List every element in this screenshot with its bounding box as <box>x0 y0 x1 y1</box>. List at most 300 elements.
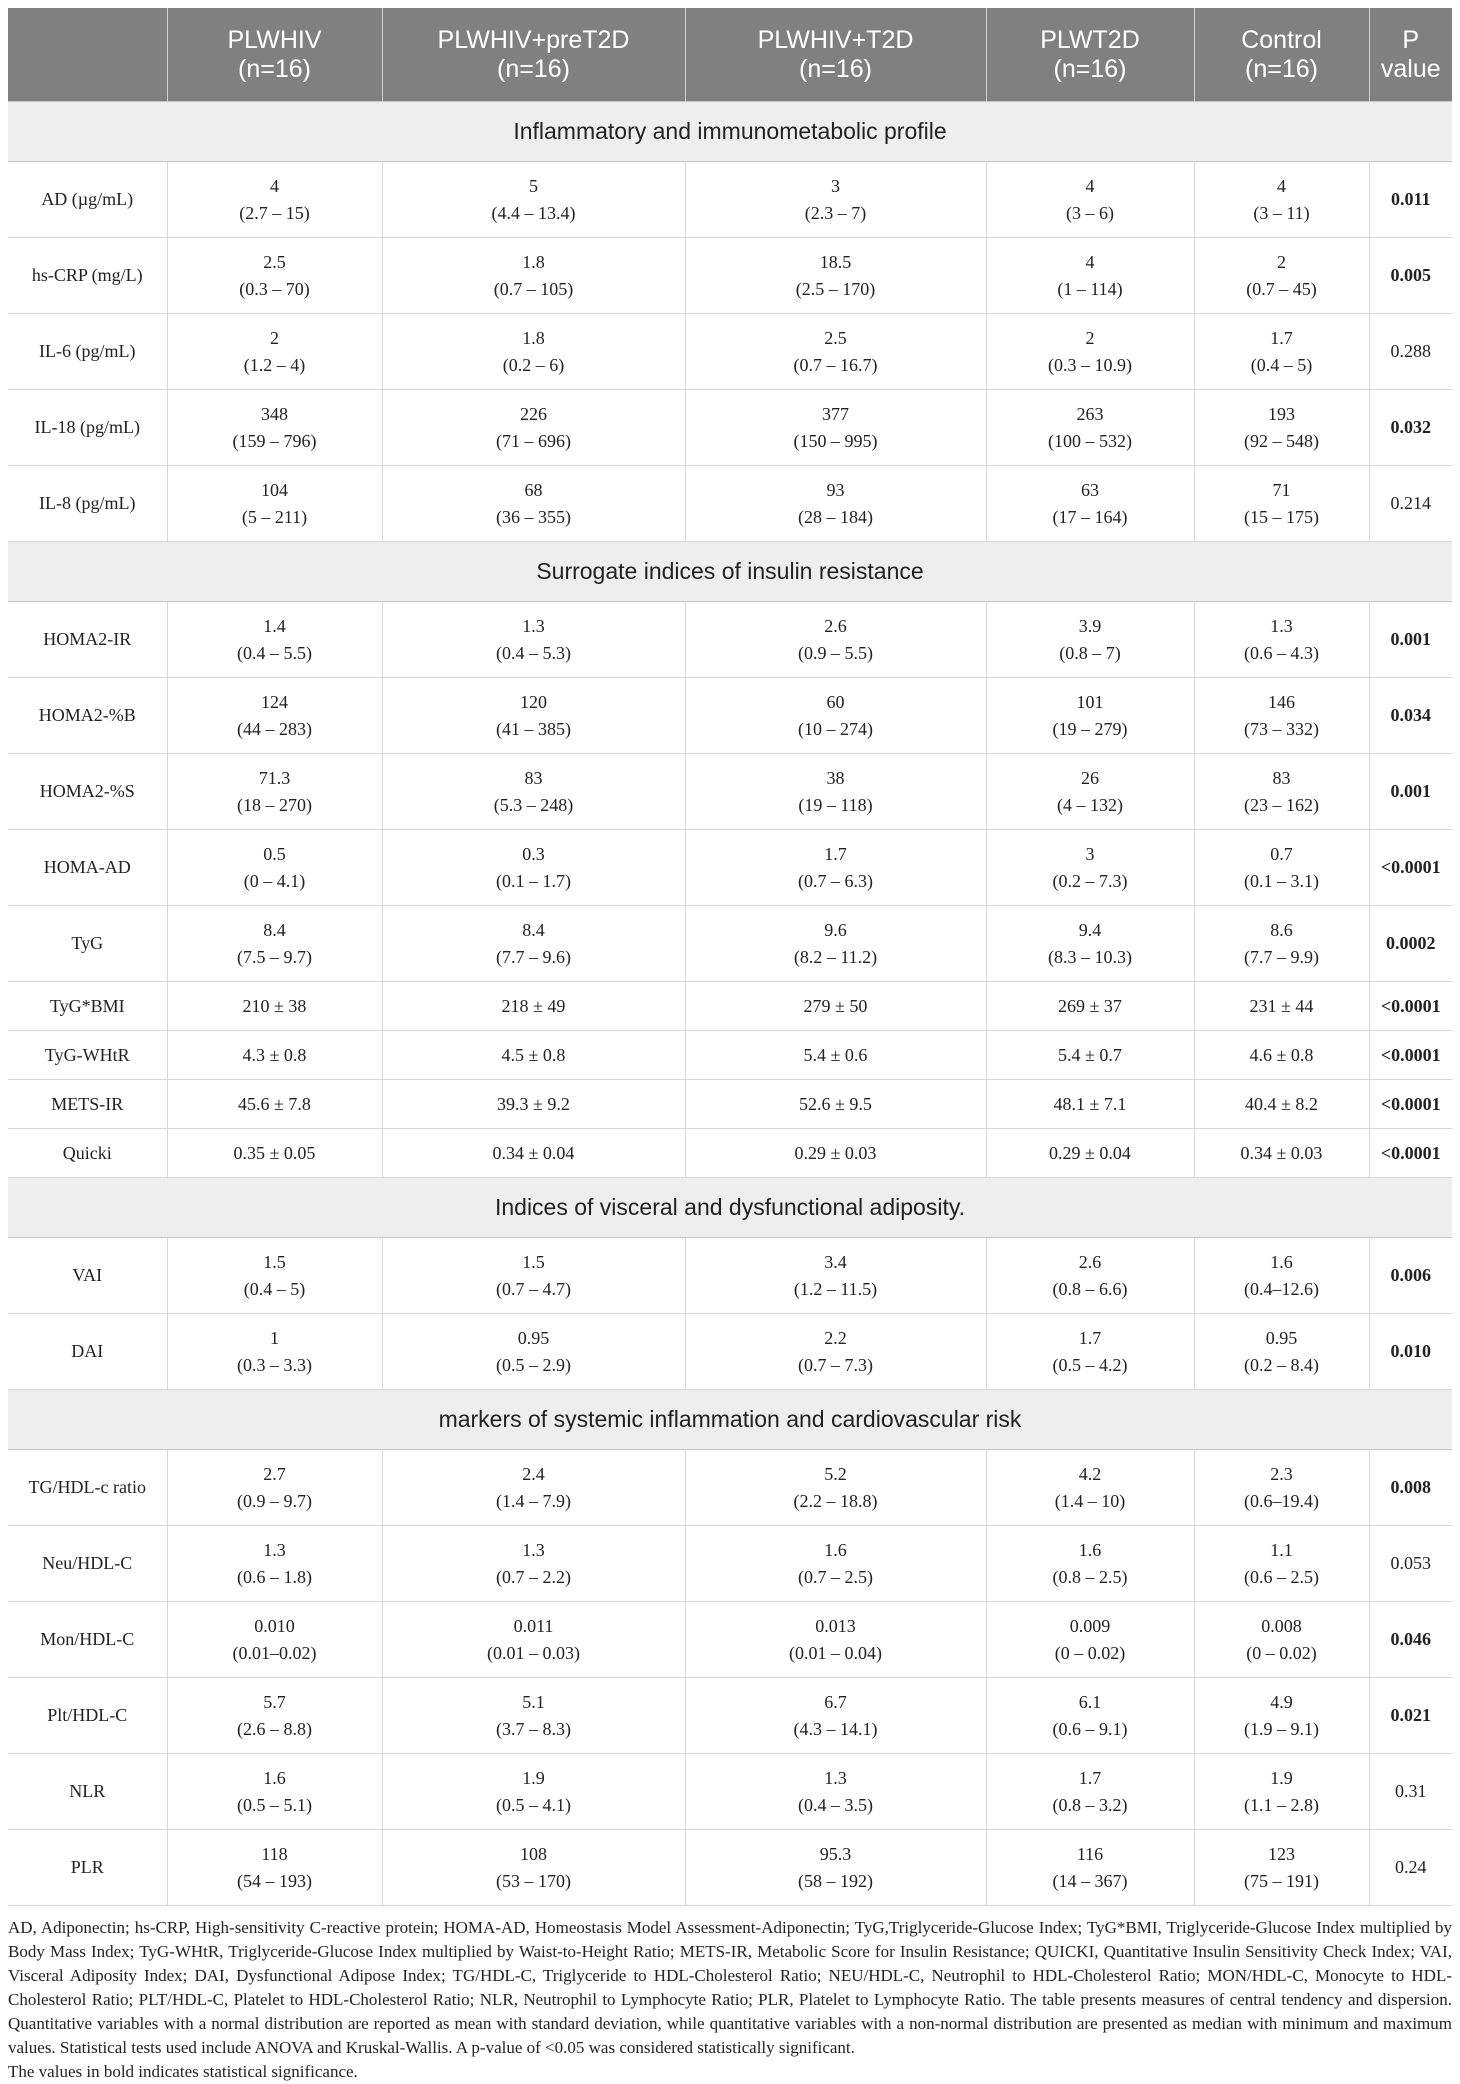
value-central: 8.4 <box>263 919 286 940</box>
value-range: (0.2 – 7.3) <box>1052 870 1128 891</box>
value-range: (2.6 – 8.8) <box>237 1718 312 1739</box>
value-range: (17 – 164) <box>1052 506 1128 527</box>
value-central: 193 <box>1268 403 1295 424</box>
value-range: (0 – 4.1) <box>243 870 306 891</box>
value-cell <box>167 1314 382 1390</box>
value-cell <box>986 1602 1194 1678</box>
value-cell <box>685 1450 986 1526</box>
value-range: (14 – 367) <box>1052 1870 1128 1891</box>
value-cell <box>1194 678 1369 754</box>
value-cell <box>1194 1450 1369 1526</box>
table-body <box>8 102 1452 1906</box>
value-range: (19 – 279) <box>1052 718 1128 739</box>
value-central: 2 <box>1085 327 1095 348</box>
value-cell <box>167 1754 382 1830</box>
row-label: IL-18 (pg/mL) <box>8 390 167 466</box>
value-cell <box>1194 314 1369 390</box>
value-central: 263 <box>1076 403 1104 424</box>
value-central: 68 <box>524 479 543 500</box>
value-range: (1.2 – 4) <box>243 354 306 375</box>
row-label: TyG-WHtR <box>8 1031 167 1080</box>
value-central: 0.010 <box>254 1615 295 1636</box>
value-cell <box>382 1526 685 1602</box>
value-range: (1.4 – 10) <box>1054 1490 1126 1511</box>
value-central: 279 ± 50 <box>803 995 868 1016</box>
table-header <box>8 8 1452 102</box>
value-central: 3 <box>831 175 840 196</box>
row-label: DAI <box>8 1314 167 1390</box>
value-central: 1.8 <box>522 251 545 272</box>
value-cell <box>986 314 1194 390</box>
value-range: (23 – 162) <box>1244 794 1319 815</box>
value-central: 3 <box>1085 843 1095 864</box>
value-cell <box>382 1450 685 1526</box>
value-cell <box>1194 906 1369 982</box>
value-central: 9.4 <box>1078 919 1102 940</box>
value-central: 4.5 ± 0.8 <box>501 1044 566 1065</box>
value-cell <box>685 162 986 238</box>
value-cell <box>986 1080 1194 1129</box>
value-range: (18 – 270) <box>237 794 312 815</box>
value-central: 52.6 ± 9.5 <box>799 1093 872 1114</box>
value-range: (19 – 118) <box>798 794 873 815</box>
value-range: (1.9 – 9.1) <box>1244 1718 1319 1739</box>
value-range: (0 – 0.02) <box>1246 1642 1317 1663</box>
row-label: HOMA2-%S <box>8 754 167 830</box>
value-range: (73 – 332) <box>1244 718 1319 739</box>
value-central: 48.1 ± 7.1 <box>1053 1093 1127 1114</box>
value-central: 226 <box>520 403 547 424</box>
value-cell <box>382 1238 685 1314</box>
value-cell <box>1194 1526 1369 1602</box>
value-range: (8.2 – 11.2) <box>793 946 878 967</box>
value-cell <box>382 466 685 542</box>
value-central: 1.7 <box>1270 327 1293 348</box>
p-value-cell: <0.0001 <box>1369 982 1452 1031</box>
value-cell <box>1194 1602 1369 1678</box>
value-cell <box>167 1238 382 1314</box>
value-central: 1.5 <box>522 1251 545 1272</box>
footnote-text: AD, Adiponectin; hs-CRP, High-sensitivity C-reactive protein; HOMA-AD, Homeostasis Model Assessment-Adiponectin; TyG,Triglyceride-Glucose Index; TyG*BMI, Triglyceride-Glucose Index multiplied by Body Mass Index; TyG-WHtR, Triglyceride-Glucose Index multiplied by Waist-to-Height Ratio; METS-IR, Metabolic Score for Insulin Resistance; QUICKI, Quantitative Insulin Sensitivity Check Index; VAI, Visceral Adiposity Index; DAI, Dysfunctional Adipose Index; TG/HDL-C, Triglyceride to HDL-Cholesterol Ratio; NEU/HDL-C, Neutrophil to HDL-Cholesterol Ratio; MON/HDL-C, Monocyte to HDL-Cholesterol Ratio; PLT/HDL-C, Platelet to HDL-Cholesterol Ratio; NLR, Neutrophil to Lymphocyte Ratio; PLR, Platelet to Lymphocyte Ratio. The table presents measures of central tendency and dispersion. Quantitative variables with a normal distribution are reported as mean with standard deviation, while quantitative variables with a non-normal distribution are presented as median with minimum and maximum values. Statistical tests used include ANOVA and Kruskal-Wallis. A p-value of <0.05 was considered statistically significant. <box>8 1918 1452 2057</box>
header-title: PLWT2D <box>1040 25 1140 54</box>
value-central: 210 ± 38 <box>242 995 307 1016</box>
value-cell <box>986 162 1194 238</box>
section-title: Surrogate indices of insulin resistance <box>8 542 1452 602</box>
row-label: HOMA2-IR <box>8 602 167 678</box>
value-range: (28 – 184) <box>798 506 873 527</box>
value-range: (0.6 – 9.1) <box>1052 1718 1128 1739</box>
value-range: (0.8 – 6.6) <box>1052 1278 1128 1299</box>
value-central: 95.3 <box>819 1843 852 1864</box>
header-title: P <box>1402 25 1420 54</box>
value-central: 0.5 <box>263 843 286 864</box>
table-row <box>8 830 1452 906</box>
table-row <box>8 1080 1452 1129</box>
value-range: (36 – 355) <box>496 506 571 527</box>
value-central: 0.95 <box>1265 1327 1298 1348</box>
value-central: 4 <box>1085 251 1095 272</box>
value-central: 146 <box>1268 691 1295 712</box>
value-central: 63 <box>1081 479 1099 500</box>
p-value-cell: 0.214 <box>1369 466 1452 542</box>
table-row <box>8 1678 1452 1754</box>
row-label: Mon/HDL-C <box>8 1602 167 1678</box>
value-central: 0.013 <box>815 1615 856 1636</box>
value-central: 4 <box>270 175 279 196</box>
table-row <box>8 314 1452 390</box>
value-central: 0.008 <box>1261 1615 1302 1636</box>
table-row <box>8 602 1452 678</box>
value-range: (0.7 – 4.7) <box>496 1278 571 1299</box>
value-cell <box>986 390 1194 466</box>
row-label: hs-CRP (mg/L) <box>8 238 167 314</box>
value-cell <box>986 754 1194 830</box>
value-range: (3 – 11) <box>1253 202 1310 223</box>
section-row <box>8 1390 1452 1450</box>
value-cell <box>167 1031 382 1080</box>
value-range: (0.8 – 7) <box>1059 642 1121 663</box>
value-central: 124 <box>261 691 288 712</box>
value-central: 1.3 <box>522 615 545 636</box>
value-central: 8.4 <box>522 919 545 940</box>
value-central: 4.2 <box>1078 1463 1102 1484</box>
section-row <box>8 102 1452 162</box>
value-central: 0.011 <box>513 1615 554 1636</box>
value-central: 0.009 <box>1069 1615 1111 1636</box>
section-title: markers of systemic inflammation and cardiovascular risk <box>8 1390 1452 1450</box>
p-value-cell: 0.010 <box>1369 1314 1452 1390</box>
value-cell <box>1194 238 1369 314</box>
value-central: 5.7 <box>263 1691 286 1712</box>
value-cell <box>685 238 986 314</box>
value-central: 2.2 <box>824 1327 847 1348</box>
results-table <box>8 8 1452 1906</box>
p-value-cell: 0.032 <box>1369 390 1452 466</box>
value-central: 0.35 ± 0.05 <box>233 1142 316 1163</box>
value-central: 5 <box>529 175 538 196</box>
value-range: (0.8 – 2.5) <box>1052 1566 1128 1587</box>
row-label: IL-8 (pg/mL) <box>8 466 167 542</box>
value-range: (53 – 170) <box>496 1870 571 1891</box>
value-range: (0.01–0.02) <box>232 1642 317 1663</box>
value-central: 218 ± 49 <box>501 995 566 1016</box>
row-label: Quicki <box>8 1129 167 1178</box>
header-title: Control <box>1241 25 1322 54</box>
value-range: (0.4 – 3.5) <box>798 1794 873 1815</box>
value-cell <box>382 238 685 314</box>
value-cell <box>167 1450 382 1526</box>
table-row <box>8 466 1452 542</box>
value-cell <box>986 678 1194 754</box>
value-range: (71 – 696) <box>496 430 571 451</box>
value-cell <box>1194 982 1369 1031</box>
value-central: 0.29 ± 0.03 <box>794 1142 877 1163</box>
value-cell <box>382 1080 685 1129</box>
value-range: (0.2 – 8.4) <box>1244 1354 1319 1375</box>
value-range: (44 – 283) <box>237 718 312 739</box>
value-range: (0.7 – 2.2) <box>496 1566 571 1587</box>
value-range: (0.3 – 10.9) <box>1048 354 1132 375</box>
value-central: 5.1 <box>522 1691 545 1712</box>
value-central: 120 <box>520 691 547 712</box>
value-cell <box>685 906 986 982</box>
table-row <box>8 1602 1452 1678</box>
value-cell <box>1194 1678 1369 1754</box>
value-range: (0.7 – 6.3) <box>798 870 873 891</box>
value-cell <box>685 754 986 830</box>
value-cell <box>382 1754 685 1830</box>
value-cell <box>1194 602 1369 678</box>
value-range: (0.1 – 3.1) <box>1244 870 1319 891</box>
value-central: 93 <box>826 479 845 500</box>
value-central: 0.3 <box>522 843 545 864</box>
value-range: (0.6 – 2.5) <box>1244 1566 1319 1587</box>
value-central: 83 <box>524 767 543 788</box>
value-range: (0.6–19.4) <box>1244 1490 1319 1511</box>
header-row <box>8 8 1452 102</box>
value-range: (5.3 – 248) <box>493 794 574 815</box>
value-central: 4.6 ± 0.8 <box>1249 1044 1314 1065</box>
footnote-bold-note: The values in bold indicates statistical significance. <box>8 2062 358 2081</box>
value-cell <box>382 906 685 982</box>
value-range: (0.7 – 16.7) <box>793 354 878 375</box>
value-range: (0.3 – 3.3) <box>237 1354 312 1375</box>
row-label: TyG <box>8 906 167 982</box>
value-range: (8.3 – 10.3) <box>1048 946 1132 967</box>
value-central: 8.6 <box>1270 919 1293 940</box>
p-value-cell: 0.011 <box>1369 162 1452 238</box>
value-cell <box>986 1830 1194 1906</box>
value-cell <box>167 754 382 830</box>
value-central: 1.6 <box>263 1767 286 1788</box>
value-cell <box>167 1678 382 1754</box>
value-cell <box>685 830 986 906</box>
value-range: (2.3 – 7) <box>804 202 867 223</box>
value-range: (4 – 132) <box>1057 794 1123 815</box>
value-cell <box>382 1602 685 1678</box>
value-range: (4.3 – 14.1) <box>793 1718 878 1739</box>
value-range: (0.6 – 4.3) <box>1244 642 1319 663</box>
value-cell <box>1194 1754 1369 1830</box>
value-cell <box>382 982 685 1031</box>
value-cell <box>382 754 685 830</box>
value-central: 0.7 <box>1270 843 1293 864</box>
row-label: AD (µg/mL) <box>8 162 167 238</box>
value-range: (0.9 – 9.7) <box>237 1490 312 1511</box>
value-range: (1 – 114) <box>1057 278 1123 299</box>
value-range: (1.2 – 11.5) <box>793 1278 878 1299</box>
value-central: 1.3 <box>263 1539 286 1560</box>
header-cell <box>986 8 1194 102</box>
value-central: 2 <box>1277 251 1286 272</box>
value-central: 1.5 <box>263 1251 286 1272</box>
value-cell <box>986 1450 1194 1526</box>
value-range: (7.7 – 9.6) <box>496 946 571 967</box>
p-value-cell: <0.0001 <box>1369 1031 1452 1080</box>
value-central: 4 <box>1085 175 1095 196</box>
value-range: (15 – 175) <box>1244 506 1319 527</box>
value-central: 116 <box>1076 1843 1104 1864</box>
value-central: 3.9 <box>1078 615 1102 636</box>
value-central: 5.2 <box>824 1463 847 1484</box>
value-cell <box>685 466 986 542</box>
table-row <box>8 1238 1452 1314</box>
value-range: (58 – 192) <box>798 1870 873 1891</box>
value-central: 39.3 ± 9.2 <box>497 1093 570 1114</box>
value-range: (0.5 – 5.1) <box>237 1794 312 1815</box>
value-central: 4 <box>1277 175 1286 196</box>
value-cell <box>1194 830 1369 906</box>
value-range: (10 – 274) <box>798 718 873 739</box>
value-cell <box>685 982 986 1031</box>
value-cell <box>685 1754 986 1830</box>
value-range: (1.1 – 2.8) <box>1244 1794 1319 1815</box>
value-cell <box>1194 1314 1369 1390</box>
value-central: 1.6 <box>1270 1251 1293 1272</box>
header-subtitle: value <box>1380 54 1441 83</box>
section-row <box>8 542 1452 602</box>
table-row <box>8 1450 1452 1526</box>
value-cell <box>167 906 382 982</box>
value-central: 377 <box>822 403 849 424</box>
value-cell <box>685 1238 986 1314</box>
value-central: 2.5 <box>824 327 847 348</box>
value-cell <box>382 602 685 678</box>
value-range: (0.6 – 1.8) <box>237 1566 312 1587</box>
value-cell <box>167 466 382 542</box>
table-row <box>8 1830 1452 1906</box>
value-cell <box>382 314 685 390</box>
value-cell <box>986 238 1194 314</box>
value-range: (0.7 – 45) <box>1246 278 1317 299</box>
header-title: PLWHIV+preT2D <box>437 25 630 54</box>
value-range: (0.5 – 4.2) <box>1052 1354 1128 1375</box>
value-range: (0 – 0.02) <box>1054 1642 1126 1663</box>
header-subtitle: (n=16) <box>238 54 311 83</box>
value-range: (5 – 211) <box>241 506 308 527</box>
table-row <box>8 162 1452 238</box>
value-range: (0.4 – 5.3) <box>496 642 571 663</box>
value-range: (150 – 995) <box>793 430 878 451</box>
p-value-cell: 0.005 <box>1369 238 1452 314</box>
value-central: 1.9 <box>522 1767 545 1788</box>
value-central: 123 <box>1268 1843 1295 1864</box>
value-cell <box>167 162 382 238</box>
value-central: 118 <box>261 1843 288 1864</box>
value-cell <box>382 1129 685 1178</box>
table-row <box>8 1754 1452 1830</box>
value-cell <box>986 1526 1194 1602</box>
table-row <box>8 1314 1452 1390</box>
value-range: (0.4–12.6) <box>1244 1278 1319 1299</box>
value-cell <box>685 1031 986 1080</box>
p-value-cell: 0.24 <box>1369 1830 1452 1906</box>
value-central: 1.3 <box>824 1767 847 1788</box>
value-central: 5.4 ± 0.6 <box>803 1044 868 1065</box>
table-row <box>8 678 1452 754</box>
header-subtitle: (n=16) <box>497 54 570 83</box>
value-cell <box>685 314 986 390</box>
value-cell <box>986 1129 1194 1178</box>
value-cell <box>167 982 382 1031</box>
value-range: (7.7 – 9.9) <box>1244 946 1319 967</box>
value-range: (159 – 796) <box>232 430 317 451</box>
row-label: IL-6 (pg/mL) <box>8 314 167 390</box>
value-central: 1.9 <box>1270 1767 1293 1788</box>
value-cell <box>382 830 685 906</box>
value-cell <box>167 390 382 466</box>
table-container <box>8 8 1452 2084</box>
value-central: 2.4 <box>522 1463 545 1484</box>
value-range: (75 – 191) <box>1244 1870 1319 1891</box>
header-cell-blank <box>8 8 167 102</box>
value-range: (0.2 – 6) <box>502 354 565 375</box>
section-row <box>8 1178 1452 1238</box>
value-cell <box>986 982 1194 1031</box>
value-cell <box>1194 390 1369 466</box>
value-cell <box>685 1678 986 1754</box>
value-cell <box>167 1080 382 1129</box>
value-cell <box>167 1526 382 1602</box>
value-cell <box>167 238 382 314</box>
value-cell <box>986 1754 1194 1830</box>
value-cell <box>685 1314 986 1390</box>
row-label: TyG*BMI <box>8 982 167 1031</box>
value-central: 9.6 <box>824 919 847 940</box>
value-central: 6.1 <box>1078 1691 1102 1712</box>
value-cell <box>986 1314 1194 1390</box>
value-central: 2.6 <box>1078 1251 1102 1272</box>
table-row <box>8 238 1452 314</box>
header-cell <box>167 8 382 102</box>
p-value-cell: 0.046 <box>1369 1602 1452 1678</box>
header-subtitle: (n=16) <box>799 54 872 83</box>
value-range: (2.2 – 18.8) <box>793 1490 878 1511</box>
value-cell <box>382 1830 685 1906</box>
value-central: 60 <box>826 691 845 712</box>
value-cell <box>382 390 685 466</box>
value-central: 38 <box>826 767 845 788</box>
value-cell <box>167 314 382 390</box>
value-cell <box>382 1031 685 1080</box>
value-cell <box>685 390 986 466</box>
value-range: (3.7 – 8.3) <box>496 1718 571 1739</box>
value-central: 26 <box>1081 767 1099 788</box>
table-row <box>8 1526 1452 1602</box>
header-cell <box>382 8 685 102</box>
row-label: Neu/HDL-C <box>8 1526 167 1602</box>
value-cell <box>986 830 1194 906</box>
value-cell <box>1194 1830 1369 1906</box>
value-central: 1.4 <box>263 615 286 636</box>
value-range: (1.4 – 7.9) <box>496 1490 571 1511</box>
value-range: (0.4 – 5) <box>243 1278 306 1299</box>
value-central: 1.8 <box>522 327 545 348</box>
value-central: 104 <box>261 479 288 500</box>
value-range: (2.7 – 15) <box>239 202 310 223</box>
value-range: (0.7 – 2.5) <box>798 1566 873 1587</box>
p-value-cell: 0.008 <box>1369 1450 1452 1526</box>
p-value-cell: 0.001 <box>1369 754 1452 830</box>
value-range: (2.5 – 170) <box>795 278 876 299</box>
value-range: (7.5 – 9.7) <box>237 946 312 967</box>
value-cell <box>685 602 986 678</box>
value-range: (0.4 – 5) <box>1250 354 1313 375</box>
value-central: 1.6 <box>824 1539 847 1560</box>
row-label: TG/HDL-c ratio <box>8 1450 167 1526</box>
value-central: 101 <box>1076 691 1104 712</box>
p-value-cell: 0.0002 <box>1369 906 1452 982</box>
